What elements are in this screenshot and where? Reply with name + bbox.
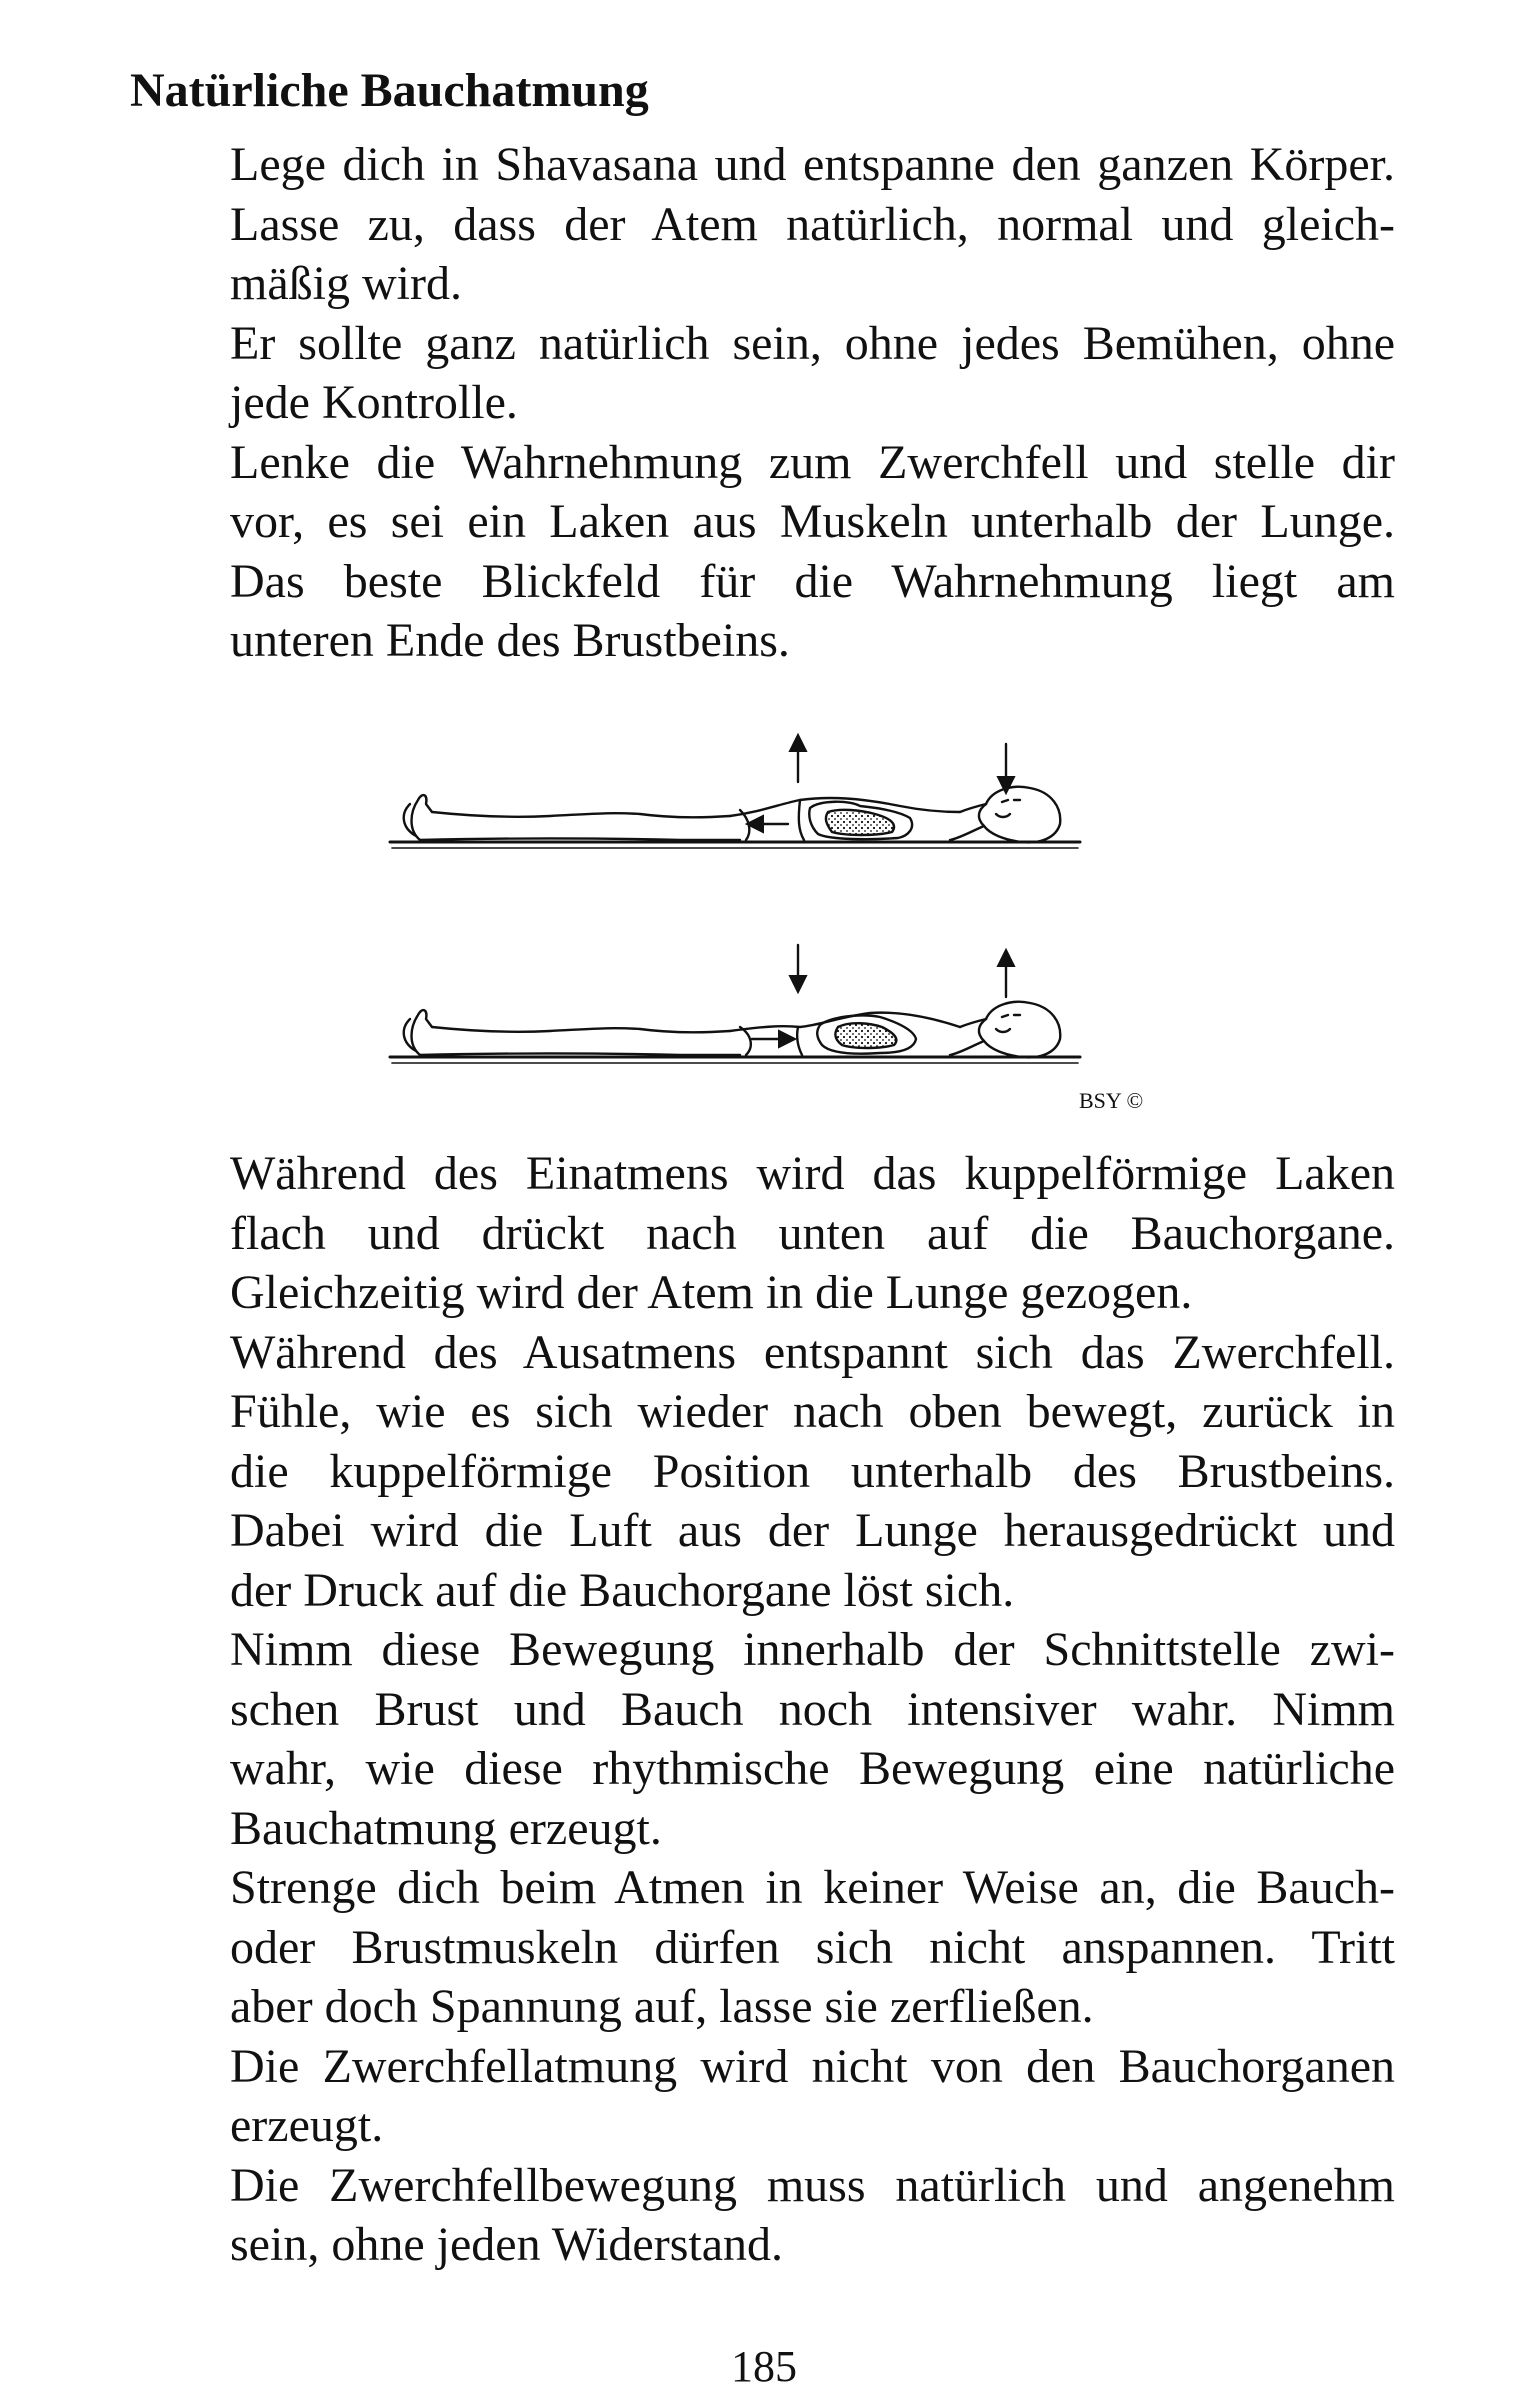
- body-paragraph: [230, 1144, 1395, 2275]
- intro-paragraph: [230, 135, 1395, 671]
- text-line: wahr, wie diese rhythmische Bewegung eine natürliche: [230, 1742, 1395, 1795]
- text-line: aber doch Spannung auf, lasse sie zerfließen.: [230, 1980, 1094, 2033]
- text-line: Strenge dich beim Atmen in keiner Weise an, die Bauch-: [230, 1861, 1395, 1914]
- figure-credit: BSY ©: [1079, 1088, 1144, 1113]
- text-line: Die Zwerchfellbewegung muss natürlich und angenehm: [230, 2158, 1395, 2212]
- text-line: Nimm diese Bewegung innerhalb der Schnittstelle zwi-: [230, 1623, 1395, 1676]
- text-line: sein, ohne jeden Widerstand.: [230, 2218, 784, 2271]
- section-heading: Natürliche Bauchatmung: [130, 64, 649, 117]
- text-line: flach und drückt nach unten auf die Bauchorgane.: [230, 1206, 1395, 1260]
- text-line: Die Zwerchfellatmung wird nicht von den Bauchorganen: [230, 2039, 1395, 2093]
- figure-exhale: [390, 945, 1080, 1063]
- text-line: die kuppelförmige Position unterhalb des Brustbeins.: [230, 1444, 1395, 1498]
- text-line: Lasse zu, dass der Atem natürlich, normal und gleich-: [230, 197, 1395, 251]
- text-line: vor, es sei ein Laken aus Muskeln unterhalb der Lunge.: [230, 495, 1395, 548]
- text-line: jede Kontrolle.: [230, 376, 518, 429]
- text-line: schen Brust und Bauch noch intensiver wahr. Nimm: [230, 1682, 1395, 1736]
- text-line: Bauchatmung erzeugt.: [230, 1801, 662, 1855]
- text-line: Lege dich in Shavasana und entspanne den ganzen Körper.: [230, 138, 1395, 191]
- page-number: 185: [731, 2342, 797, 2391]
- text-line: Das beste Blickfeld für die Wahrnehmung liegt am: [230, 554, 1395, 608]
- text-line: mäßig wird.: [230, 257, 462, 310]
- breathing-illustration: [380, 700, 1180, 1120]
- text-line: oder Brustmuskeln dürfen sich nicht anspannen. Tritt: [230, 1920, 1395, 1974]
- text-line: erzeugt.: [230, 2099, 384, 2152]
- figure-inhale: [390, 740, 1080, 848]
- text-line: Er sollte ganz natürlich sein, ohne jedes Bemühen, ohne: [230, 316, 1395, 370]
- text-line: unteren Ende des Brustbeins.: [230, 614, 790, 667]
- text-line: Dabei wird die Luft aus der Lunge herausgedrückt und: [230, 1504, 1395, 1557]
- text-line: Während des Ausatmens entspannt sich das Zwerchfell.: [230, 1325, 1395, 1379]
- text-line: Gleichzeitig wird der Atem in die Lunge gezogen.: [230, 1266, 1193, 1319]
- text-line: Fühle, wie es sich wieder nach oben bewegt, zurück in: [230, 1385, 1395, 1438]
- text-line: Während des Einatmens wird das kuppelförmige Laken: [230, 1147, 1395, 1200]
- text-line: der Druck auf die Bauchorgane löst sich.: [230, 1563, 1015, 1617]
- text-line: Lenke die Wahrnehmung zum Zwerchfell und stelle dir: [230, 435, 1395, 489]
